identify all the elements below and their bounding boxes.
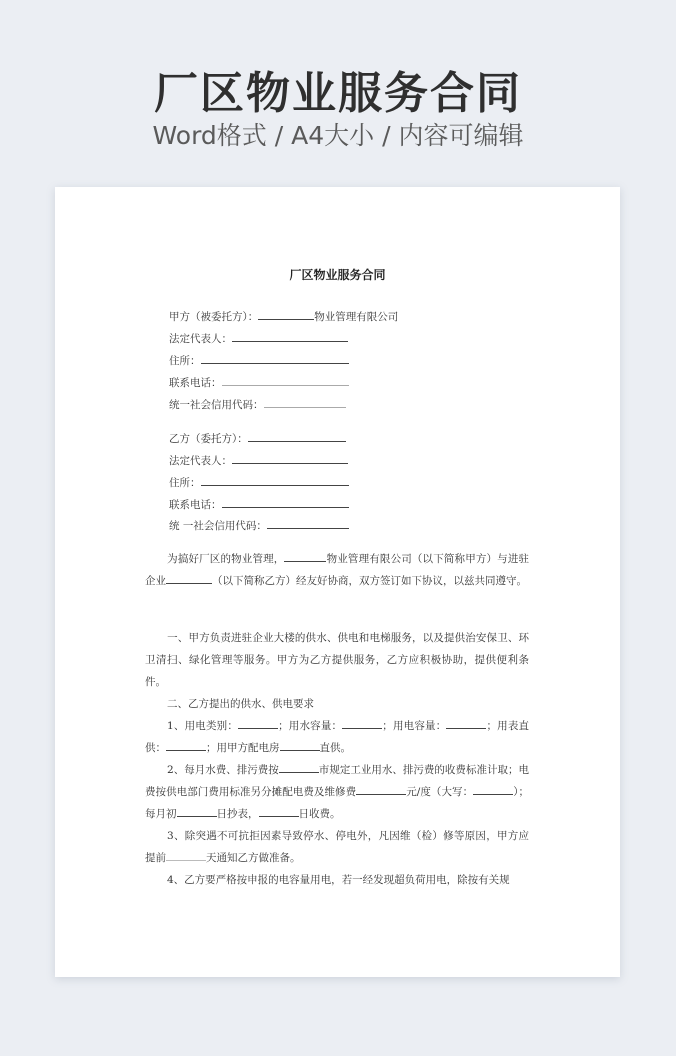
- party-a-label: 甲方（被委托方）：: [169, 311, 259, 323]
- party-a-credit-label: 统一社会信用代码：: [169, 399, 264, 411]
- item-1-part-b: ；用水容量：: [278, 720, 343, 732]
- party-b-address-blank[interactable]: [201, 474, 349, 486]
- party-b-credit-label: 统 一社会信用代码：: [169, 520, 267, 532]
- party-a-name-field: [169, 308, 398, 324]
- party-b-rep-blank[interactable]: [232, 452, 348, 464]
- item-2-part-a: 2、每月水费、排污费按: [167, 764, 279, 776]
- item-1-part-d: ；用表直供：: [145, 720, 530, 754]
- intro-part-3: （以下简称乙方）经友好协商，双方签订如下协议，以兹共同遵守。: [212, 575, 527, 587]
- party-a-name-blank[interactable]: [258, 308, 314, 320]
- party-b-address-field: [169, 474, 349, 490]
- clause-2-heading: [145, 693, 529, 715]
- item-2-part-c: 元/度（大写：: [406, 786, 474, 798]
- party-a-credit-blank[interactable]: [264, 396, 346, 408]
- party-b-phone-blank[interactable]: [222, 496, 349, 508]
- item-3: [145, 825, 529, 869]
- item-2-part-e: 日抄表，: [216, 808, 259, 820]
- party-b-label: 乙方（委托方）：: [169, 433, 248, 445]
- intro-paragraph: [145, 548, 529, 592]
- intro-part-1: 为搞好厂区的物业管理，: [167, 553, 285, 565]
- hero-title: 厂区物业服务合同: [154, 68, 522, 119]
- party-a-rep-field: [169, 330, 348, 346]
- intro-part-2: 物业管理有限公司（以下简称甲方）与进驻企业: [145, 553, 530, 587]
- party-a-phone-field: [169, 374, 349, 390]
- party-a-suffix: 物业管理有限公司: [314, 311, 399, 323]
- party-b-name-blank[interactable]: [248, 430, 346, 442]
- clause-1: [145, 627, 529, 693]
- party-b-address-label: 住所：: [169, 477, 201, 489]
- item-1-part-c: ；用电容量：: [382, 720, 447, 732]
- electricity-type-blank[interactable]: [238, 717, 278, 729]
- party-b-credit-field: [169, 517, 349, 533]
- party-a-phone-label: 联系电话：: [169, 377, 222, 389]
- water-capacity-blank[interactable]: [342, 717, 382, 729]
- intro-enterprise-blank[interactable]: [166, 572, 212, 584]
- party-a-rep-blank[interactable]: [232, 330, 348, 342]
- meter-reading-day-blank[interactable]: [177, 805, 217, 817]
- item-4-text: 4、乙方要严格按申报的电容量用电，若一经发现超负荷用电，除按有关规: [167, 874, 510, 886]
- notice-days-blank[interactable]: [166, 849, 206, 861]
- intro-company-blank[interactable]: [284, 550, 326, 562]
- party-a-address-field: [169, 352, 349, 368]
- item-3-part-b: 天通知乙方做准备。: [206, 852, 301, 864]
- item-3-part-a: 3、除突遇不可抗拒因素导致停水、停电外，凡因维（检）修等原因，甲方应提前: [145, 830, 529, 864]
- distribution-room-blank[interactable]: [280, 739, 320, 751]
- item-1: [145, 715, 529, 759]
- item-2-part-f: 日收费。: [298, 808, 341, 820]
- item-1-part-a: 1、用电类别：: [167, 720, 239, 732]
- power-capacity-blank[interactable]: [446, 717, 486, 729]
- party-a-credit-field: [169, 396, 346, 412]
- clause-1-text: 一、甲方负责进驻企业大楼的供水、供电和电梯服务，以及提供治安保卫、环卫清扫、绿化管理等服务。甲方为乙方提供服务，乙方应积极协助，提供便利条件。: [145, 632, 529, 688]
- item-2-part-d: ）；每月初: [145, 786, 530, 820]
- party-a-address-blank[interactable]: [201, 352, 349, 364]
- party-b-phone-field: [169, 496, 349, 512]
- meter-direct-blank[interactable]: [166, 739, 206, 751]
- party-a-address-label: 住所：: [169, 355, 201, 367]
- document-page: [55, 187, 620, 977]
- party-b-rep-field: [169, 452, 348, 468]
- price-per-kwh-blank[interactable]: [356, 783, 406, 795]
- city-blank[interactable]: [279, 761, 319, 773]
- party-b-credit-blank[interactable]: [267, 517, 349, 529]
- hero-subtitle: Word格式 / A4大小 / 内容可编辑: [152, 121, 524, 150]
- item-1-part-f: 直供。: [319, 742, 351, 754]
- price-uppercase-blank[interactable]: [473, 783, 513, 795]
- item-2-part-b: 市规定工业用水、排污费的收费标准计取；电费按供电部门费用标准另分摊配电费及维修费: [145, 764, 529, 798]
- party-b-rep-label: 法定代表人：: [169, 455, 232, 467]
- party-a-rep-label: 法定代表人：: [169, 333, 232, 345]
- document-title: 厂区物业服务合同: [289, 268, 386, 282]
- billing-day-blank[interactable]: [259, 805, 299, 817]
- item-2: [145, 759, 529, 825]
- party-b-phone-label: 联系电话：: [169, 499, 222, 511]
- item-4: [145, 869, 529, 891]
- clause-2-heading-text: 二、乙方提出的供水、供电要求: [167, 698, 314, 710]
- party-b-name-field: [169, 430, 346, 446]
- item-1-part-e: ；用甲方配电房: [206, 742, 280, 754]
- party-a-phone-blank[interactable]: [222, 374, 349, 386]
